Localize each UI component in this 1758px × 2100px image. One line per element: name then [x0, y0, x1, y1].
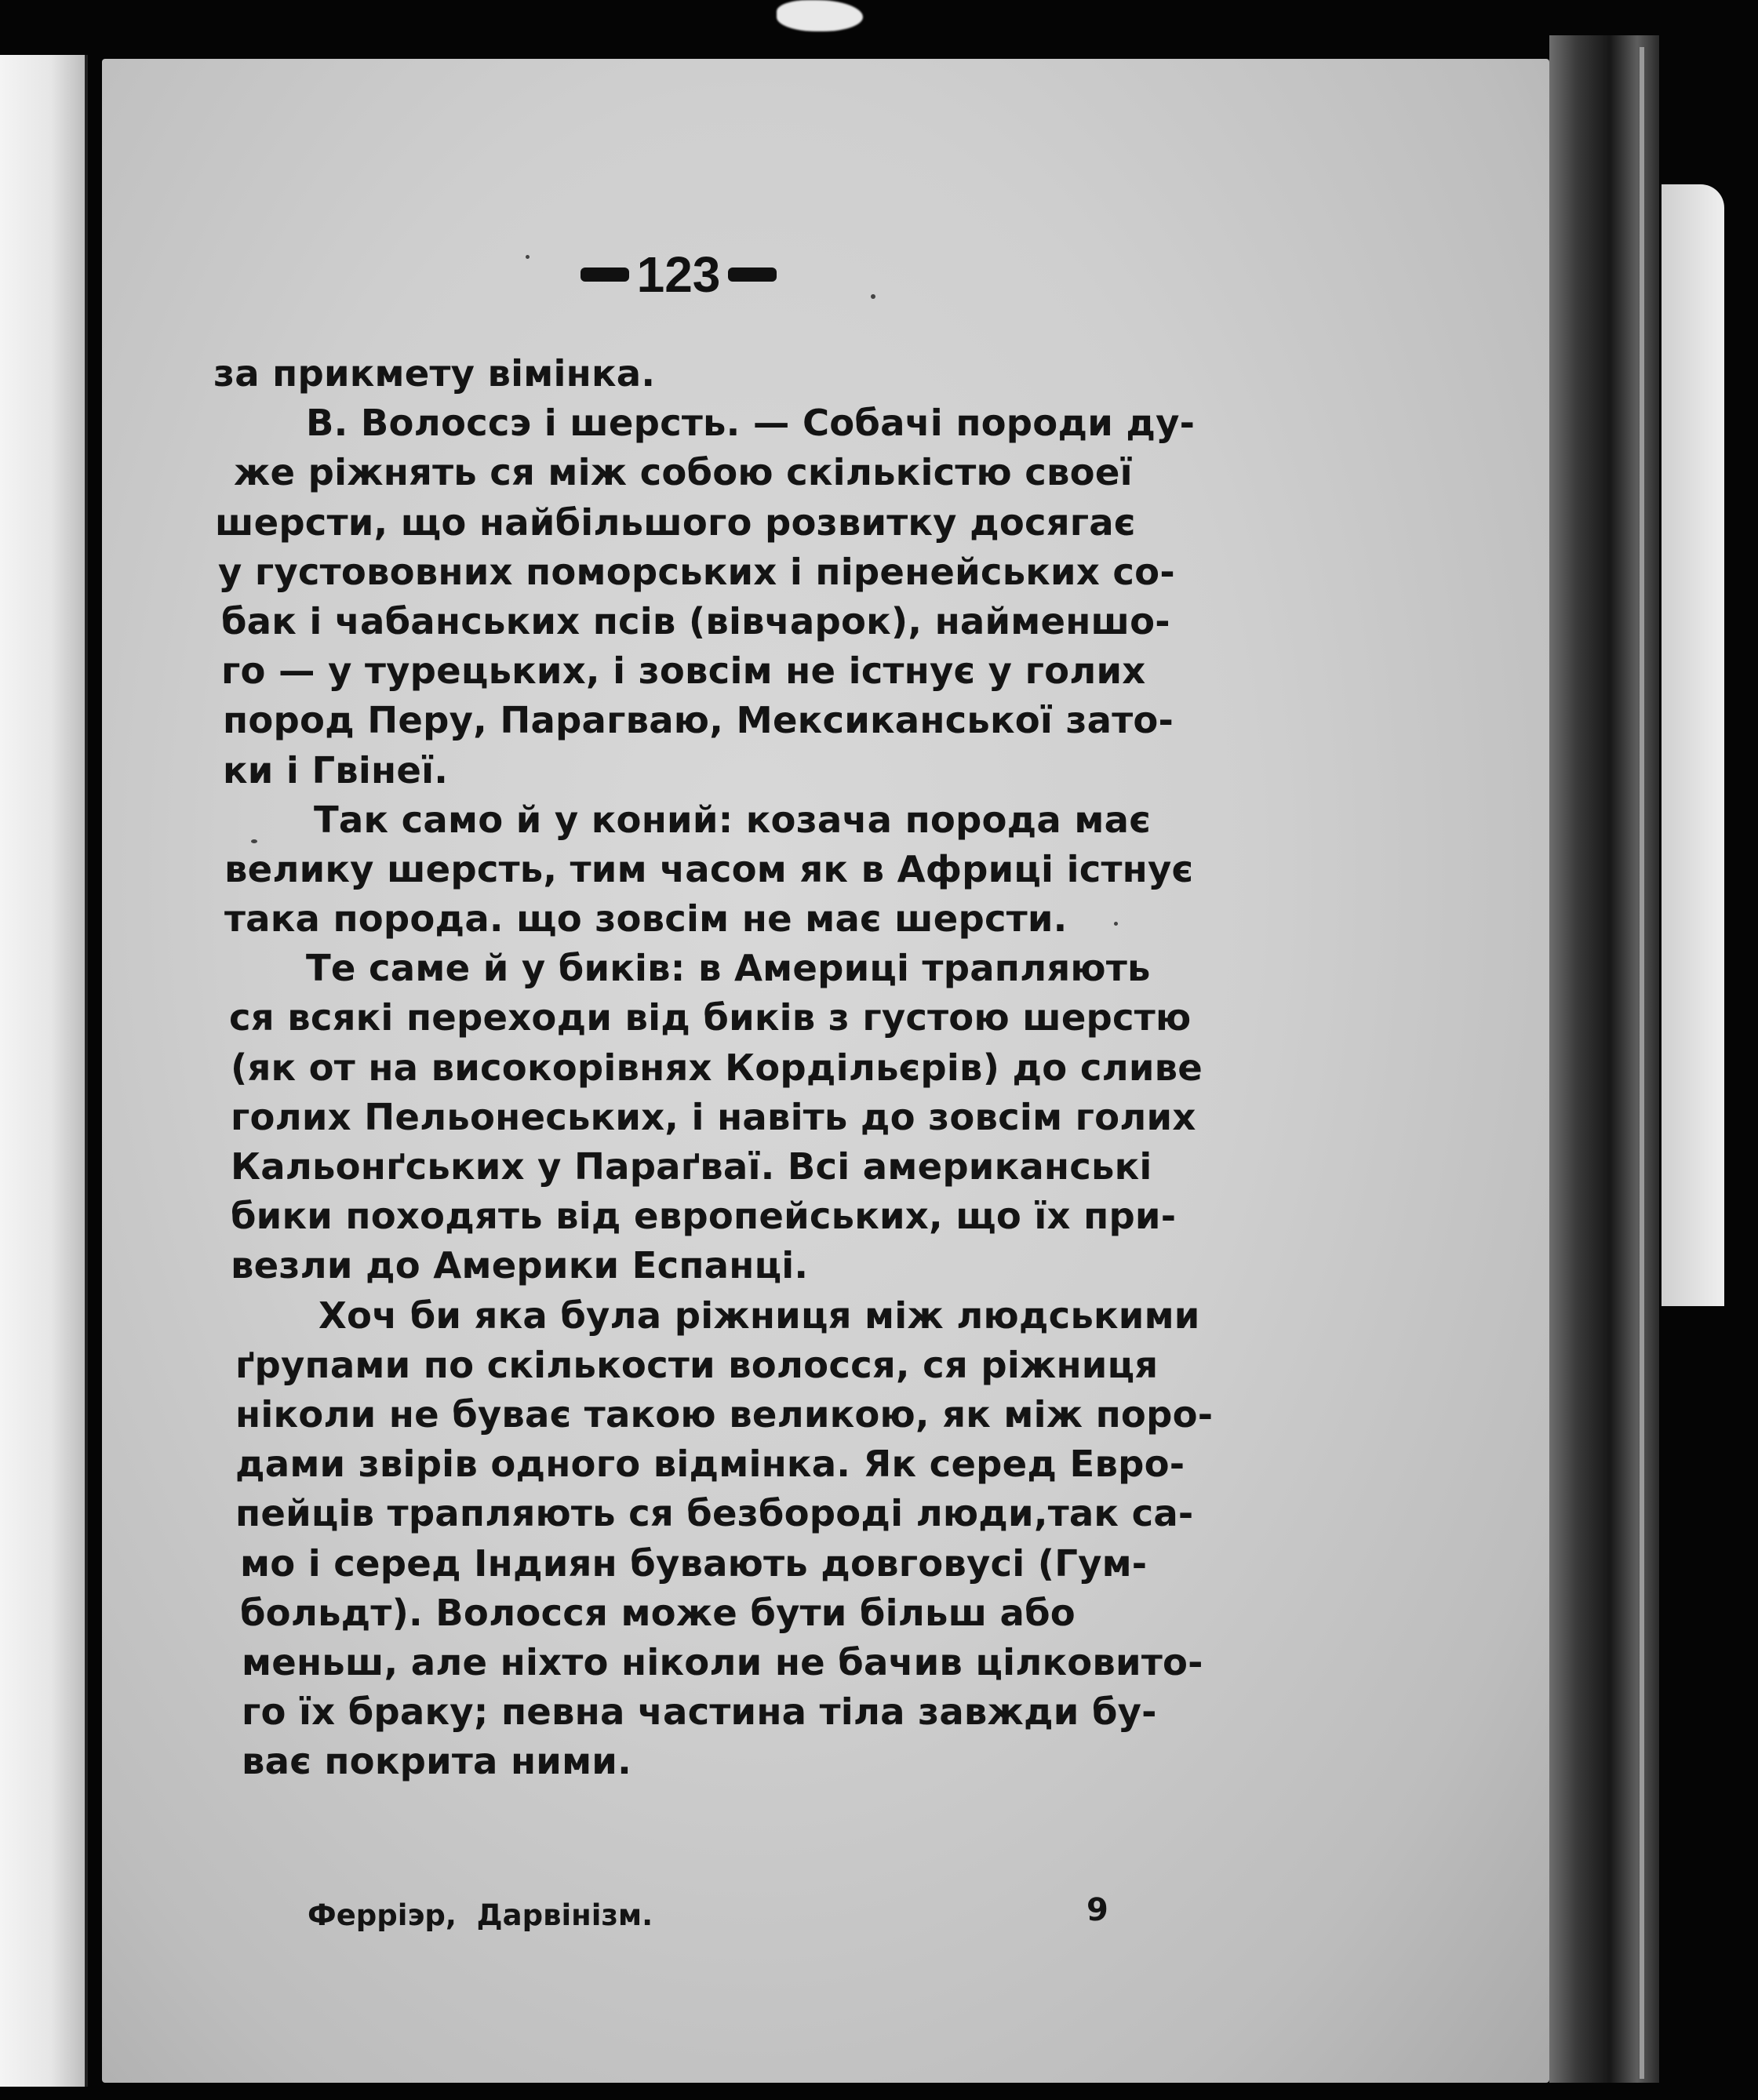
scan-speck [526, 255, 530, 259]
text-line: В. Волоссэ і шерсть. — Собачі породи ду- [306, 402, 1196, 445]
text-line: Так само й у коний: козача порода має [314, 798, 1151, 841]
text-line: ся всякі переходи від биків з густою шерстю [229, 996, 1192, 1039]
text-line: бики походять від европейських, що їх при- [231, 1195, 1177, 1238]
scan-speck [1114, 922, 1118, 926]
text-line: дами звірів одного відмінка. Як серед Евро- [235, 1443, 1185, 1486]
spine-edge-line [1640, 47, 1644, 2079]
text-line: меньш, але ніхто ніколи не бачив цілковито- [242, 1640, 1203, 1683]
text-line: везли до Америки Еспанці. [231, 1244, 809, 1287]
text-line: пород Перу, Парагваю, Мексиканської зато- [223, 699, 1174, 742]
text-line: Те саме й у биків: в Америці трапляють [306, 947, 1151, 990]
page-body-text [213, 349, 1214, 1786]
text-line: больдт). Волосся може бути більш або [240, 1591, 1076, 1634]
text-line: пейців трапляють ся безбороді люди,так са- [235, 1492, 1194, 1535]
footer-author-title: Ферріэр, Дарвінізм. [308, 1898, 653, 1932]
scan-blot [777, 0, 863, 31]
text-line: голих Пельонеських, і навіть до зовсім голих [231, 1095, 1196, 1138]
text-line: мо і серед Індиян бувають довговусі (Гум- [240, 1541, 1148, 1585]
text-line: Хоч би яка була ріжниця між людськими [318, 1294, 1200, 1337]
text-line: у густововних поморських і піренейських со- [218, 550, 1175, 593]
text-line: ває покрита ними. [242, 1740, 631, 1783]
page-number [581, 243, 777, 306]
text-line: Кальонґських у Параґваї. Всі американські [231, 1145, 1152, 1188]
text-line: го їх браку; певна частина тіла завжди бу- [242, 1691, 1157, 1734]
text-line: шерсти, що найбільшого розвитку досягає [215, 500, 1136, 544]
text-line: ніколи не буває такою великою, як між поро- [235, 1392, 1214, 1436]
text-line: така порода. що зовсім не має шерсти. [224, 897, 1068, 941]
text-line: ки і Гвінеї. [223, 748, 449, 792]
dash-left [581, 268, 629, 282]
text-line: ґрупами по скількости волосся, ся ріжниця [235, 1343, 1159, 1386]
next-page-edge [1662, 184, 1724, 1306]
text-line: за прикмету вімінка. [213, 352, 656, 395]
previous-page-edge [0, 55, 88, 2087]
text-line: го — у турецьких, і зовсім не істнує у голих [221, 650, 1146, 693]
scan-speck [871, 294, 875, 299]
page-number-text: 123 [636, 246, 721, 303]
dash-right [728, 268, 777, 282]
footer-signature-mark: 9 [1086, 1892, 1108, 1928]
text-line: (як от на високорівнях Кордільєрів) до сливе [231, 1046, 1203, 1089]
text-line: велику шерсть, тим часом як в Африці істнує [224, 847, 1194, 890]
text-line: бак і чабанських псів (вівчарок), найменшо- [221, 599, 1170, 642]
text-line: же ріжнять ся між собою скількістю своеї [234, 451, 1133, 494]
scan-speck [251, 839, 257, 843]
